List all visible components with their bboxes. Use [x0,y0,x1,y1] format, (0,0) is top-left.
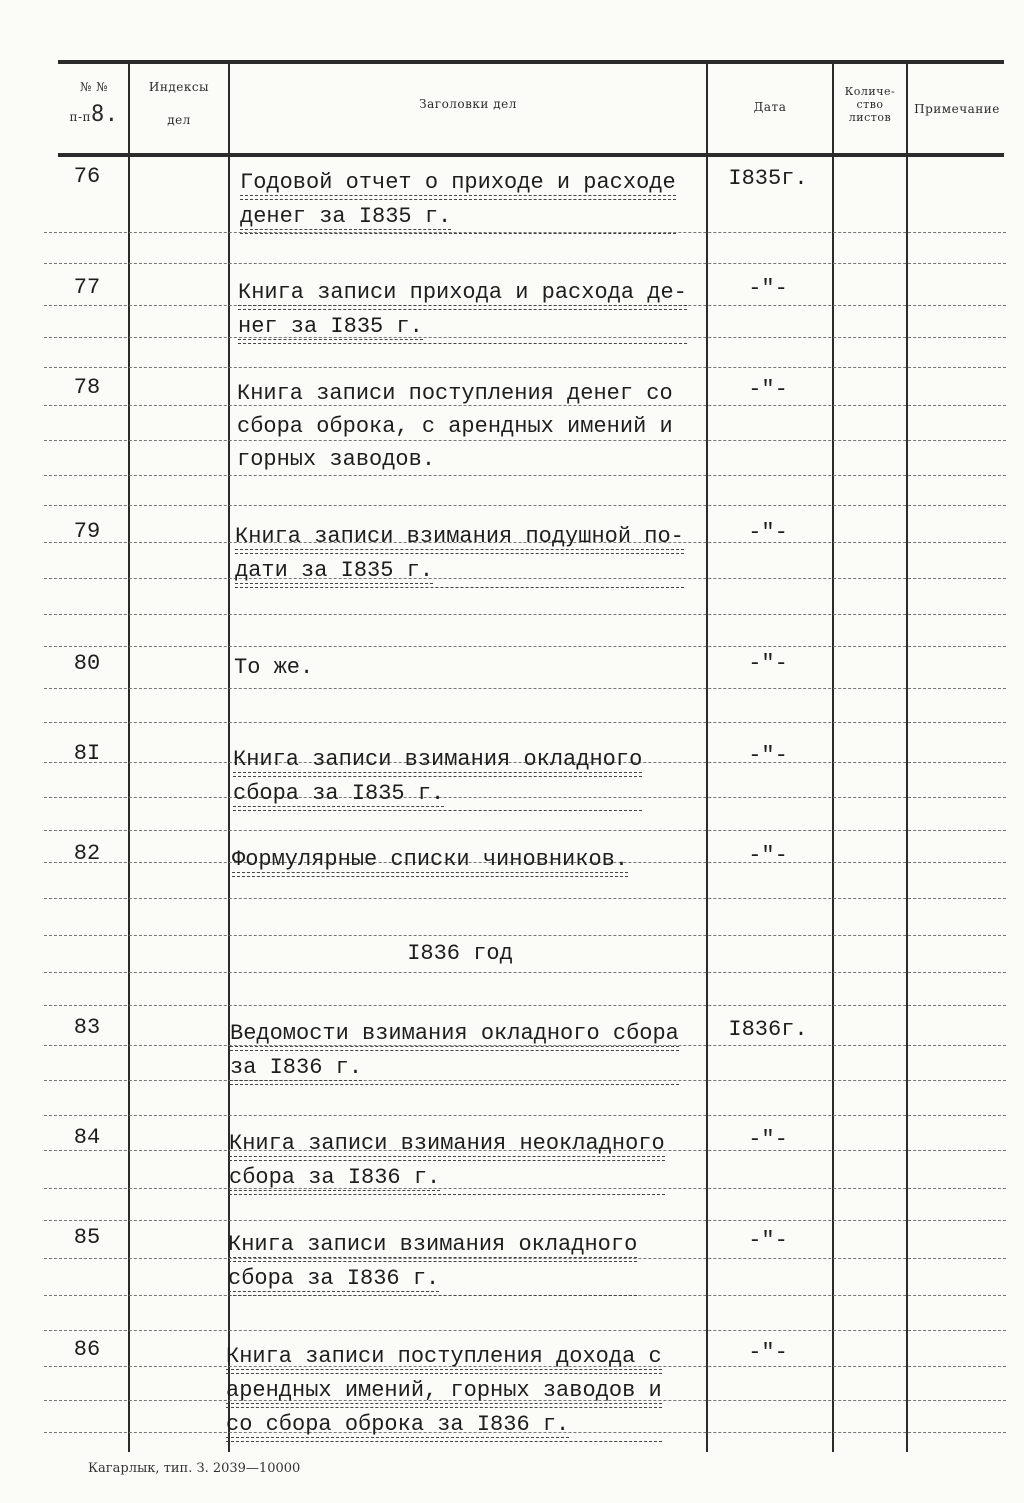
table-top-border [58,60,1004,64]
header-sheets: Количе- ство листов [844,85,896,124]
ruled-line [44,972,1006,973]
row-date: -"- [748,377,788,402]
header-note: Примечание [914,102,1000,116]
row-date: -"- [748,1228,788,1253]
row-number: 86 [73,1337,101,1362]
ruled-line [44,367,1006,368]
header-index: Индексы дел [148,80,210,127]
col-divider-5 [906,62,908,1452]
row-title: Книга записи взимания подушной по- дати за I835 г. [235,520,684,588]
row-title: Книга записи взимания неокладного сбора за I836 г. [229,1127,665,1195]
row-title: Книга записи поступления дохода с арендных имений, горных заводов и со сбора оброка за I836 г. [226,1340,662,1442]
row-title: Книга записи поступления денег со сбора оброка, с арендных имений и горных заводов. [237,381,673,472]
row-title: Годовой отчет о приходе и расходе денег за I835 г. [240,166,676,234]
ruled-line [44,722,1006,723]
ruled-line [44,1005,1006,1006]
row-date: -"- [748,520,788,545]
row-title: Формулярные списки чиновников. [232,843,628,877]
row-number: 79 [73,519,101,544]
header-date: Дата [753,100,787,114]
row-date: I835г. [728,166,808,191]
header-number: № № п-п8. [69,80,119,127]
row-date: -"- [748,1127,788,1152]
row-number: 85 [73,1225,101,1250]
ruled-line [44,614,1006,615]
printer-imprint: Кагарлык, тип. З. 2039—10000 [88,1461,301,1476]
ruled-line [44,830,1006,831]
row-date: -"- [748,843,788,868]
row-date: -"- [748,276,788,301]
row-number: 82 [73,841,101,866]
row-date: -"- [748,1340,788,1365]
section-year-heading: I836 год [407,941,513,966]
ruled-line [44,1220,1006,1221]
ruled-line [44,646,1006,647]
row-number: 77 [73,275,101,300]
row-title: Книга записи взимания окладного сбора за I835 г. [233,743,642,811]
row-title: Книга записи взимания окладного сбора за I836 г. [228,1228,637,1296]
ruled-line [44,263,1006,264]
header-bottom-border [58,153,1004,157]
row-date: -"- [748,651,788,676]
row-date: -"- [748,743,788,768]
ruled-line [44,1115,1006,1116]
row-number: 83 [73,1015,101,1040]
col-divider-4 [832,62,834,1452]
ruled-line [44,688,1006,689]
col-divider-1 [128,62,130,1452]
ruled-line [44,1330,1006,1331]
ruled-line [44,505,1006,506]
row-number: 78 [73,375,101,400]
row-number: 84 [73,1125,101,1150]
ruled-line [44,935,1006,936]
row-number: 76 [73,164,101,189]
row-title: Книга записи прихода и расхода де- нег за I835 г. [238,276,687,344]
row-title: То же. [234,655,314,680]
header-title: Заголовки дел [419,97,517,111]
row-number: 8I [73,741,101,766]
ruled-line [44,898,1006,899]
row-title: Ведомости взимания окладного сбора за I836 г. [230,1017,679,1085]
col-divider-3 [706,62,708,1452]
row-number: 80 [73,651,101,676]
row-date: I836г. [728,1017,808,1042]
